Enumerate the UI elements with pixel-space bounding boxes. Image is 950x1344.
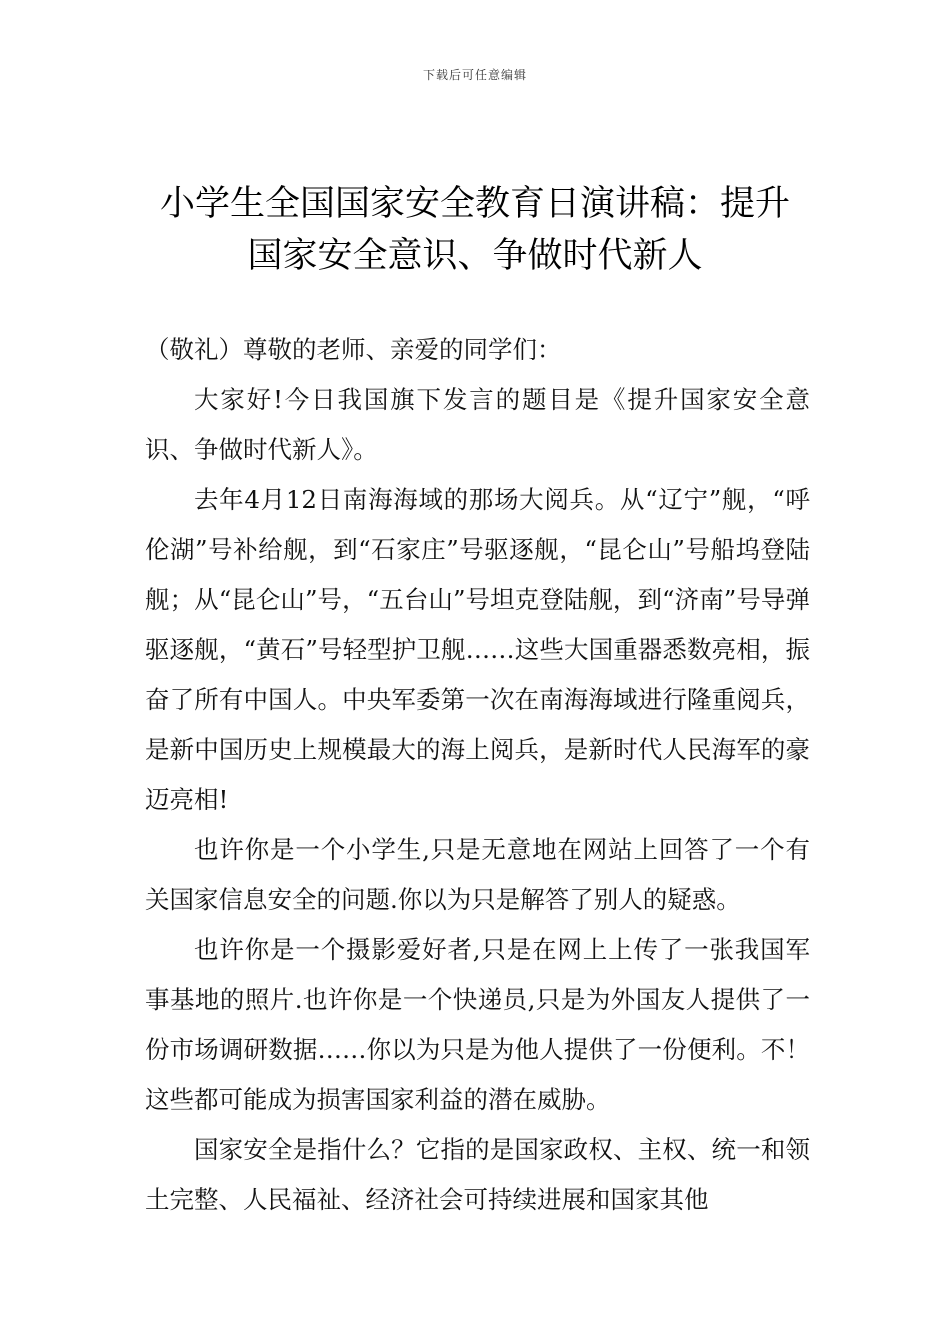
- salutation: （敬礼）尊敬的老师、亲爱的同学们：: [145, 335, 562, 364]
- title-line-2: 国家安全意识、争做时代新人: [247, 236, 703, 276]
- header-note: 下载后可任意编辑: [422, 68, 527, 82]
- paragraph: 也许你是一个小学生,只是无意地在网站上回答了一个有关国家信息安全的问题.你以为只是解答了别人的疑惑。: [145, 835, 810, 914]
- paragraph: 大家好!今日我国旗下发言的题目是《提升国家安全意识、争做时代新人》。: [145, 385, 810, 464]
- paragraph: 国家安全是指什么？它指的是国家政权、主权、统一和领土完整、人民福祉、经济社会可持续进展和国家其他: [145, 1135, 810, 1214]
- title-line-1: 小学生全国国家安全教育日演讲稿：提升: [159, 184, 790, 224]
- paragraph: 去年4月12日南海海域的那场大阅兵。从“辽宁”舰，“呼伦湖”号补给舰，到“石家庄”号驱逐舰，“昆仑山”号船坞登陆舰；从“昆仑山”号，“五台山”号坦克登陆舰，到“济南”号导弹驱逐舰，“黄石”号轻型护卫舰……这些大国重器悉数亮相，振奋了所有中国人。中央军委第一次在南海海域进行隆重阅兵，是新中国历史上规模最大的海上阅兵，是新时代人民海军的豪迈亮相!: [145, 485, 810, 814]
- paragraph: 也许你是一个摄影爱好者,只是在网上上传了一张我国军事基地的照片.也许你是一个快递员,只是为外国友人提供了一份市场调研数据……你以为只是为他人提供了一份便利。不！这些都可能成为损害国家利益的潜在威胁。: [145, 935, 810, 1114]
- page-title: [120, 178, 830, 282]
- body-text: [145, 325, 810, 1225]
